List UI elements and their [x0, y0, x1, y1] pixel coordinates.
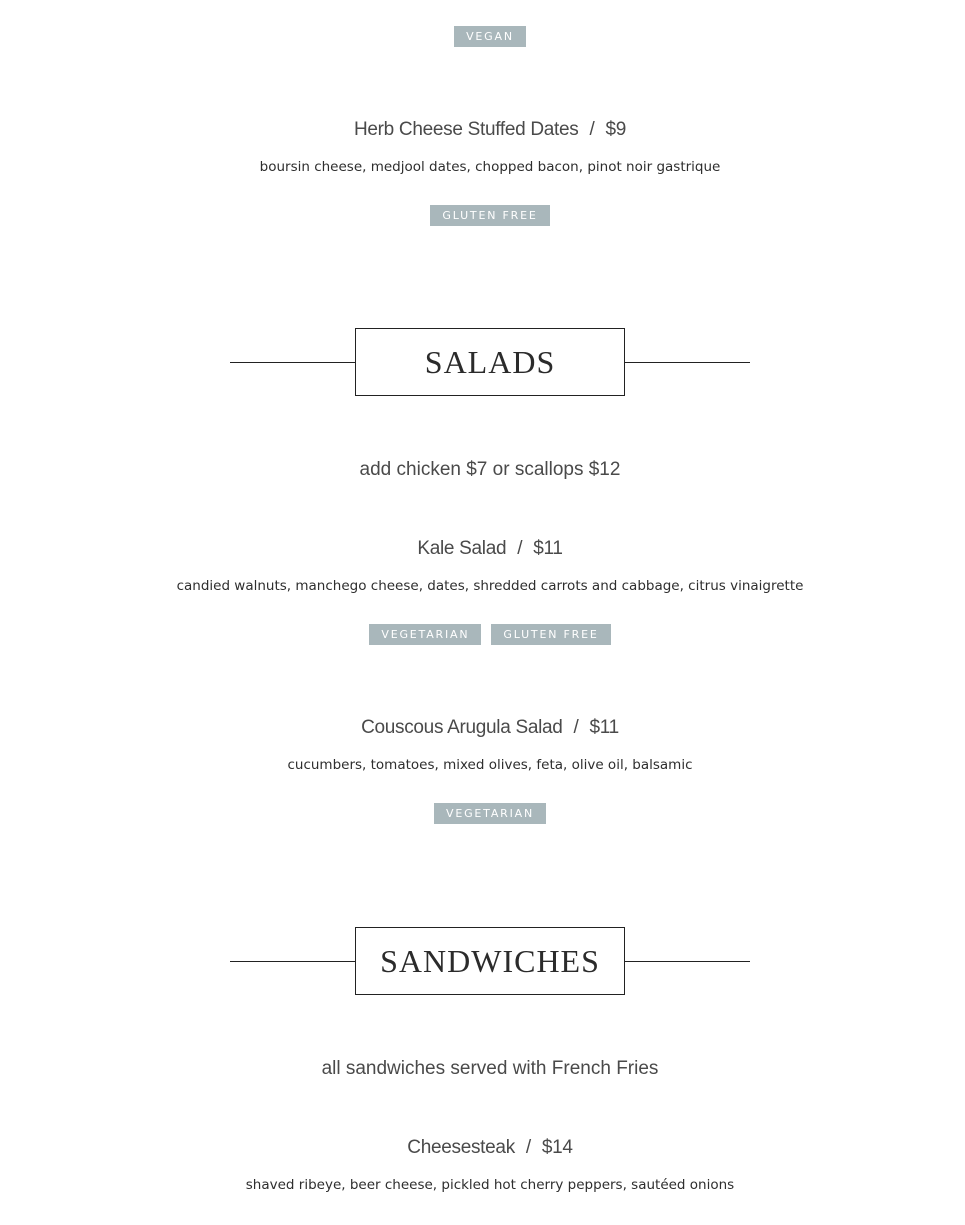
dietary-tag-gluten-free: GLUTEN FREE — [491, 624, 610, 645]
section-header-salads — [0, 328, 965, 396]
dietary-tag-vegetarian: VEGETARIAN — [369, 624, 481, 645]
divider-line — [230, 961, 355, 962]
item-name: Herb Cheese Stuffed Dates — [353, 119, 579, 140]
item-price: $11 — [533, 538, 563, 559]
divider-line — [625, 961, 750, 962]
section-note: add chicken $7 or scallops $12 — [359, 459, 621, 480]
tag-row — [0, 624, 965, 645]
item-description: cucumbers, tomatoes, mixed olives, feta, olive oil, balsamic — [287, 757, 693, 773]
item-name: Cheesesteak — [407, 1137, 515, 1158]
price-separator: / — [589, 119, 595, 140]
item-description: candied walnuts, manchego cheese, dates, shredded carrots and cabbage, citrus vinaigrette — [176, 578, 804, 594]
section-note: all sandwiches served with French Fries — [321, 1058, 659, 1079]
tag-row — [0, 26, 965, 47]
dietary-tag-gluten-free: GLUTEN FREE — [430, 205, 549, 226]
dietary-tag-vegetarian: VEGETARIAN — [434, 803, 546, 824]
menu-item-title — [0, 117, 965, 143]
tag-row — [0, 205, 965, 226]
section-header-sandwiches — [0, 927, 965, 995]
menu-item-title — [0, 1135, 965, 1161]
section-heading-box — [355, 328, 625, 396]
dietary-tag-vegan: VEGAN — [454, 26, 526, 47]
section-heading: SALADS — [424, 343, 556, 380]
price-separator: / — [517, 538, 523, 559]
item-price: $14 — [541, 1137, 573, 1158]
item-description: shaved ribeye, beer cheese, pickled hot cherry peppers, sautéed onions — [245, 1177, 735, 1193]
item-name: Couscous Arugula Salad — [361, 717, 563, 738]
divider-line — [230, 362, 355, 363]
item-name: Kale Salad — [417, 538, 507, 559]
price-separator: / — [573, 717, 579, 738]
menu-item-title — [0, 536, 965, 562]
price-separator: / — [525, 1137, 531, 1158]
item-price: $9 — [605, 119, 627, 140]
section-heading: SANDWICHES — [380, 942, 600, 979]
section-heading-box — [355, 927, 625, 995]
item-price: $11 — [589, 717, 619, 738]
item-description: boursin cheese, medjool dates, chopped bacon, pinot noir gastrique — [259, 159, 721, 175]
tag-row — [0, 803, 965, 824]
divider-line — [625, 362, 750, 363]
menu-item-title — [0, 715, 965, 741]
